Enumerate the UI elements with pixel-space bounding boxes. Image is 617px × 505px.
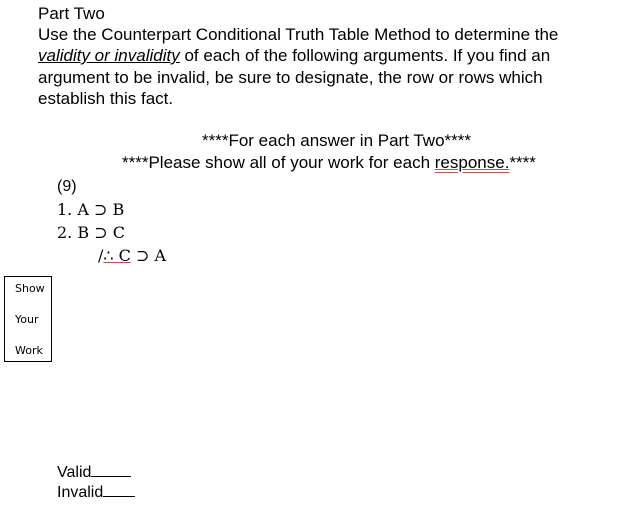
premise-2: 2. B ⊃ C — [57, 223, 125, 242]
conclusion — [98, 245, 166, 267]
valid-answer — [57, 462, 131, 483]
instruction-line-1: Use the Counterpart Conditional Truth Table Method to determine the — [38, 25, 559, 44]
work-box-line-3: Work — [15, 344, 43, 357]
invalid-blank[interactable] — [103, 482, 135, 497]
valid-blank[interactable] — [91, 462, 131, 477]
part-title: Part Two — [38, 4, 105, 23]
instruction-line-2 — [38, 45, 550, 66]
invalid-label: Invalid — [57, 484, 104, 501]
conclusion-rest: ⊃ A — [130, 246, 167, 265]
show-work-note-suffix: **** — [509, 153, 536, 172]
instruction-line-3: argument to be invalid, be sure to designate, the row or rows which — [38, 68, 543, 87]
work-box-line-1: Show — [15, 282, 45, 295]
problem-number: (9) — [57, 178, 77, 195]
spellcheck-flagged-word: response. — [434, 153, 510, 172]
show-work-note-prefix: ****Please show all of your work for each — [122, 153, 435, 172]
invalid-answer — [57, 482, 135, 503]
premise-1: 1. A ⊃ B — [57, 200, 125, 219]
therefore-symbol: ∴ C — [103, 246, 131, 265]
show-work-note — [122, 152, 536, 173]
instruction-line-2-rest: of each of the following arguments. If you find an — [179, 46, 551, 65]
valid-label: Valid — [57, 464, 92, 481]
validity-emphasis: validity or invalidity — [38, 46, 180, 65]
show-your-work-box — [4, 276, 52, 362]
instruction-line-4: establish this fact. — [38, 89, 174, 108]
work-box-line-2: Your — [15, 313, 39, 326]
conclusion-slash: / — [98, 246, 104, 265]
part-two-note: ****For each answer in Part Two**** — [202, 131, 471, 150]
